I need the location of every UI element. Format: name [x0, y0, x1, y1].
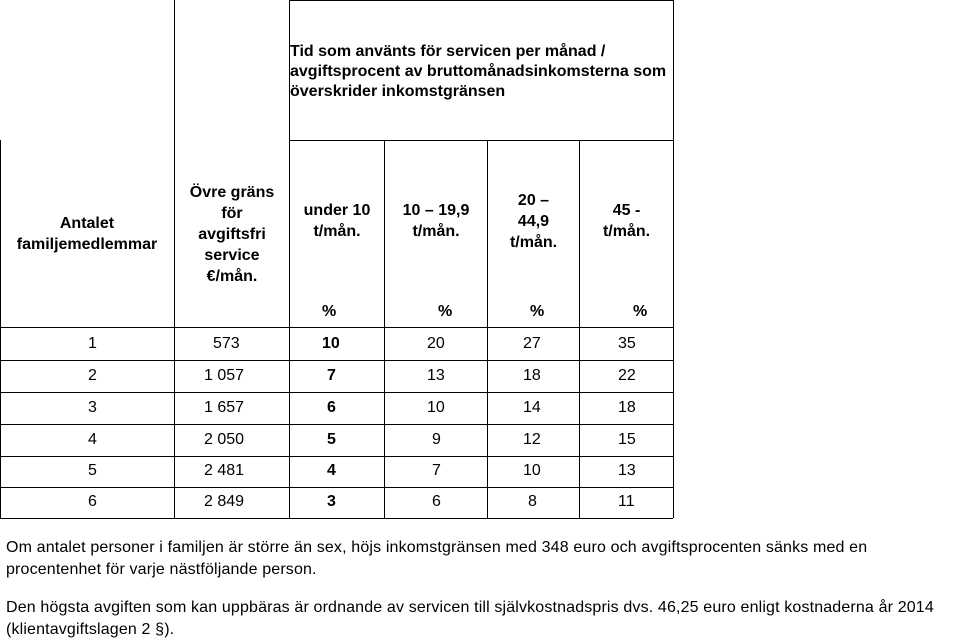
grid-line	[0, 487, 673, 488]
footer-note-max-fee: Den högsta avgiften som kan uppbäras är ordnande av servicen till självkostnadspris dvs. 46,25 euro enligt kostnaderna år 2014 (klientavgiftslagen 2 §).	[6, 599, 934, 638]
cell-value: 35	[618, 335, 636, 352]
grid-line	[0, 140, 1, 518]
cell-value: 6	[432, 493, 441, 510]
grid-line	[0, 360, 673, 361]
cell-members: 1	[88, 335, 97, 352]
cell-value: 3	[327, 493, 336, 510]
cell-value: 12	[523, 431, 541, 448]
cell-limit: 1 657	[204, 399, 245, 416]
grid-line	[0, 424, 673, 425]
cell-limit: 1 057	[204, 367, 245, 384]
cell-value: 20	[427, 335, 445, 352]
header-range-4	[580, 200, 673, 242]
cell-limit: 573	[213, 335, 240, 352]
table-title: Tid som använts för servicen per månad / avgiftsprocent av bruttomånadsinkomsterna som överskrider inkomstgränsen	[290, 43, 667, 100]
cell-limit: 2 050	[204, 431, 245, 448]
grid-line	[673, 0, 674, 518]
cell-value: 14	[523, 399, 541, 416]
cell-value: 4	[327, 462, 336, 479]
cell-value: 18	[523, 367, 541, 384]
header-range-label: 10 – 19,9 t/mån.	[402, 202, 470, 240]
grid-line	[0, 456, 673, 457]
cell-members: 2	[88, 367, 97, 384]
cell-value: 8	[528, 493, 537, 510]
cell-members: 4	[88, 431, 97, 448]
cell-members: 6	[88, 493, 97, 510]
cell-limit: 2 481	[204, 462, 245, 479]
header-range-label: 45 - t/mån.	[602, 202, 651, 240]
header-range-label: 20 – 44,9 t/mån.	[509, 192, 558, 251]
cell-value: 5	[327, 431, 336, 448]
cell-value: 11	[618, 493, 635, 510]
grid-line	[0, 518, 673, 519]
grid-line	[174, 0, 175, 518]
header-range-1	[290, 200, 384, 242]
header-income-limit	[176, 142, 288, 326]
cell-value: 22	[618, 367, 636, 384]
grid-line	[289, 0, 673, 1]
grid-line	[0, 392, 673, 393]
cell-value: 6	[327, 399, 336, 416]
grid-line	[289, 140, 673, 141]
cell-members: 5	[88, 462, 97, 479]
header-family-members-label: Antalet familjemedlemmar	[16, 215, 158, 253]
cell-value: 13	[427, 367, 445, 384]
percent-label: %	[633, 303, 648, 320]
header-income-limit-label: Övre gräns för avgiftsfri service €/mån.	[189, 183, 275, 285]
header-range-2	[385, 200, 487, 242]
grid-line	[0, 327, 673, 328]
header-range-3	[488, 190, 579, 253]
percent-label: %	[322, 303, 337, 320]
cell-value: 10	[523, 462, 541, 479]
cell-value: 13	[618, 462, 636, 479]
cell-value: 9	[432, 431, 441, 448]
cell-value: 15	[618, 431, 636, 448]
cell-value: 10	[322, 335, 340, 352]
cell-limit: 2 849	[204, 493, 245, 510]
cell-value: 7	[327, 367, 336, 384]
header-range-label: under 10 t/mån.	[303, 202, 371, 240]
footer-note-extra-persons: Om antalet personer i familjen är större än sex, höjs inkomstgränsen med 348 euro och avgiftsprocenten sänks med en procentenhet för varje nästföljande person.	[6, 539, 868, 578]
percent-label: %	[438, 303, 453, 320]
grid-line	[579, 140, 580, 518]
cell-value: 27	[523, 335, 541, 352]
cell-members: 3	[88, 399, 97, 416]
cell-value: 10	[427, 399, 445, 416]
header-family-members	[2, 142, 172, 326]
cell-value: 7	[432, 462, 441, 479]
cell-value: 18	[618, 399, 636, 416]
grid-line	[384, 140, 385, 518]
percent-label: %	[530, 303, 545, 320]
